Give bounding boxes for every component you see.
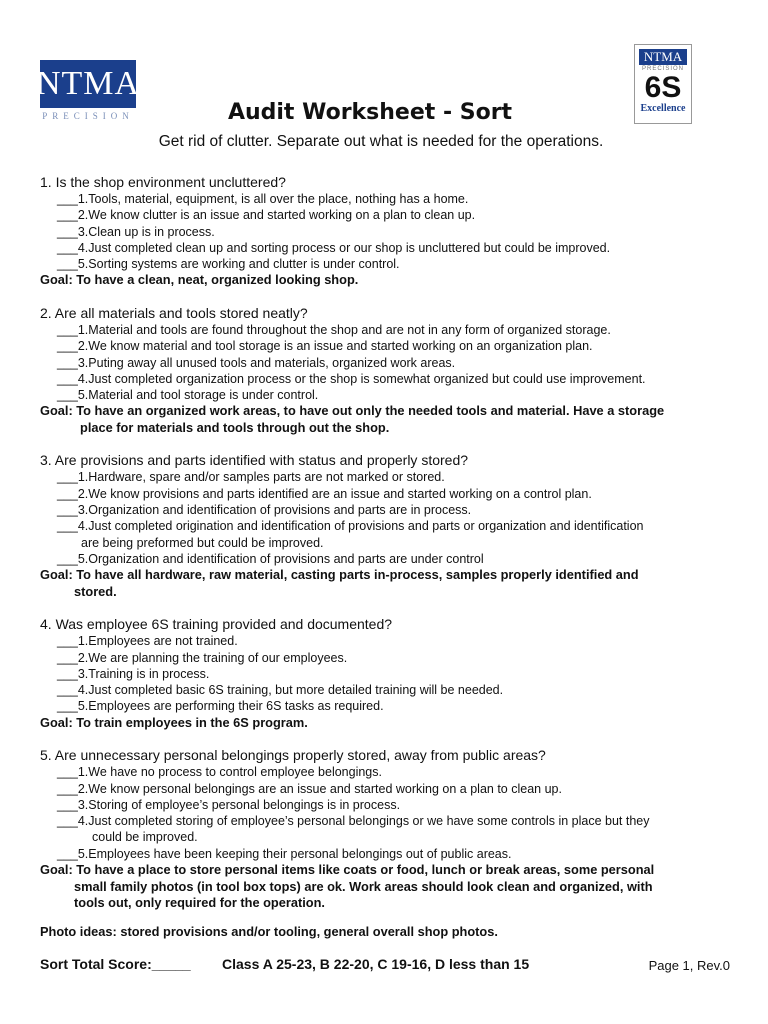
question-block-2 [40, 305, 730, 436]
page-subtitle: Get rid of clutter. Separate out what is needed for the operations. [158, 133, 604, 150]
answer-option: ___3.Training is in process. [57, 666, 210, 681]
goal-text: Goal: To have a place to store personal items like coats or food, lunch or break areas, some personal [40, 862, 655, 878]
answer-option-text: ___4.Just completed origination and identification of provisions and parts or organization and identification [57, 519, 644, 534]
answer-option: ___3.Puting away all unused tools and materials, organized work areas. [57, 355, 456, 370]
answer-option: ___5.Employees have been keeping their personal belongings out of public areas. [57, 846, 512, 861]
goal-text-continued: place for materials and tools through out the shop. [80, 419, 390, 435]
page-title: Audit Worksheet - Sort [227, 100, 513, 125]
question-text: 1. Is the shop environment uncluttered? [40, 174, 286, 190]
goal-text-continued: small family photos (in tool box tops) are ok. Work areas should look clean and organized, with [74, 878, 653, 894]
answer-option [40, 518, 730, 551]
answer-option-text: ___4.Just completed storing of employee’s personal belongings or we have some controls in place but they [57, 814, 650, 829]
answer-option: ___1.Hardware, spare and/or samples parts are not marked or stored. [57, 470, 445, 485]
goal-statement [40, 862, 730, 912]
goal-statement [40, 403, 730, 436]
answer-option: ___4.Just completed clean up and sorting process or our shop is uncluttered but could be improved. [57, 240, 611, 255]
answer-option: ___2.We know personal belongings are an issue and started working on a plan to clean up. [57, 781, 562, 796]
answer-option: ___1.Employees are not trained. [57, 634, 238, 649]
photo-ideas: Photo ideas: stored provisions and/or tooling, general overall shop photos. [40, 923, 498, 939]
ntma-small-logo: NTMA [639, 49, 687, 65]
answer-option: ___3.Clean up is in process. [57, 224, 215, 239]
ntma-small-subtitle: PRECISION [641, 66, 684, 72]
ntma-logo-subtitle: PRECISION [42, 111, 134, 121]
score-classes: Class A 25-23, B 22-20, C 19-16, D less than 15 [222, 956, 530, 972]
answer-option: ___4.Just completed basic 6S training, but more detailed training will be needed. [57, 683, 504, 698]
goal-statement: Goal: To train employees in the 6S program. [40, 714, 308, 730]
answer-option: ___5.Organization and identification of provisions and parts are under control [57, 551, 484, 566]
footer [40, 956, 730, 972]
answer-option-text-continued: could be improved. [92, 830, 198, 845]
answer-option: ___3.Storing of employee’s personal belongings is in process. [57, 797, 401, 812]
goal-text-continued: tools out, only required for the operation. [74, 895, 325, 911]
goal-text: Goal: To have an organized work areas, to have out only the needed tools and material. Have a storage [40, 403, 665, 419]
question-list [40, 174, 730, 939]
answer-option: ___1.Tools, material, equipment, is all over the place, nothing has a home. [57, 192, 469, 206]
goal-text: Goal: To have a clean, neat, organized looking shop [40, 272, 355, 288]
answer-option: ___2.We know material and tool storage is an issue and started working on an organization plan. [57, 339, 593, 354]
six-s-mark: 6S [644, 71, 682, 104]
answer-option-text-continued: are being preformed but could be improved. [81, 535, 324, 550]
goal-text-continued: stored. [74, 583, 117, 599]
question-block-4 [40, 616, 730, 731]
ntma-logo-box: NTMA [40, 60, 136, 108]
answer-option: ___1.We have no process to control employee belongings. [57, 765, 382, 780]
question-text: 4. Was employee 6S training provided and documented? [40, 616, 393, 633]
answer-option: ___2.We are planning the training of our employees. [57, 650, 348, 665]
answer-option: ___2.We know clutter is an issue and started working on a plan to clean up. [57, 208, 476, 223]
answer-option: ___1.Material and tools are found throughout the shop and are not in any form of organized storage. [57, 322, 611, 337]
answer-option: ___5.Sorting systems are working and clutter is under control. [57, 257, 400, 272]
page-number: Page 1, Rev.0 [648, 958, 730, 973]
goal-text: Goal: To train employees in the 6S program [40, 714, 305, 730]
answer-option [40, 813, 730, 846]
answer-option: ___5.Employees are performing their 6S tasks as required. [57, 699, 384, 714]
question-block-1 [40, 174, 730, 289]
question-text: 2. Are all materials and tools stored neatly? [40, 304, 308, 321]
goal-statement: Goal: To have a clean, neat, organized looking shop. [40, 272, 359, 288]
question-block-3 [40, 452, 730, 600]
answer-option: ___2.We know provisions and parts identified are an issue and started working on a control plan. [57, 486, 592, 501]
goal-text: Goal: To have all hardware, raw material, casting parts in-process, samples properly identified and [40, 567, 639, 583]
total-score-field: Sort Total Score:_____ [40, 956, 191, 972]
answer-option: ___3.Organization and identification of provisions and parts are in process. [57, 503, 472, 518]
answer-option: ___4.Just completed organization process or the shop is somewhat organized but could use improvement. [57, 371, 646, 386]
goal-statement [40, 567, 730, 600]
answer-option: ___5.Material and tool storage is under control. [57, 388, 319, 403]
excellence-caption: Excellence [640, 103, 686, 114]
question-text: 5. Are unnecessary personal belongings properly stored, away from public areas? [40, 747, 546, 764]
question-text: 3. Are provisions and parts identified with status and properly stored? [40, 452, 469, 469]
question-block-5 [40, 747, 730, 911]
